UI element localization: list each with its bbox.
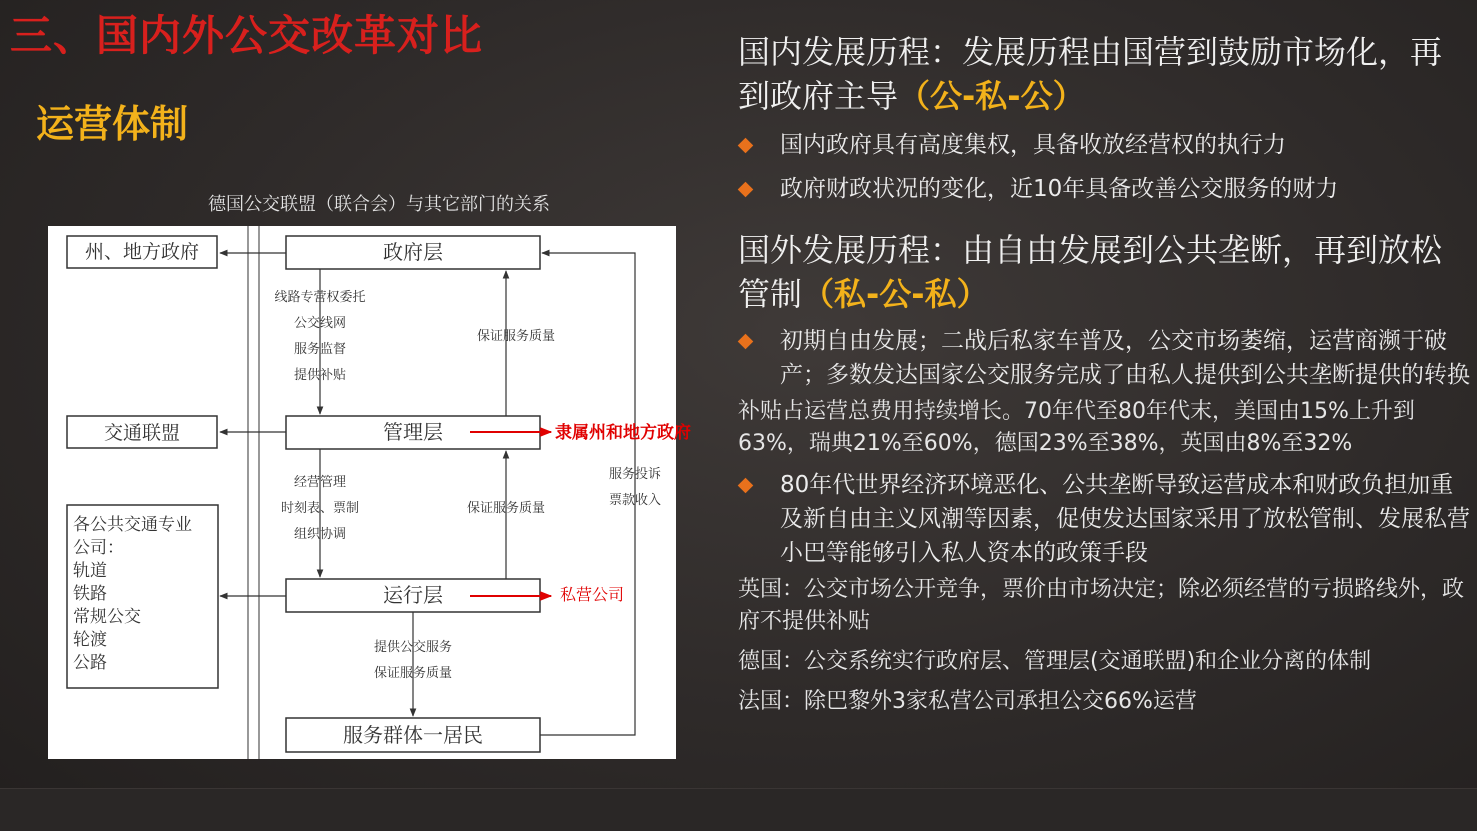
residents-label: 服务群体一居民 bbox=[343, 723, 483, 747]
domestic-heading bbox=[738, 30, 1473, 118]
operators-line-4: 铁路 bbox=[73, 584, 107, 604]
domestic-heading-text: 国内发展历程：发展历程由国营到鼓励市场化，再到政府主导 bbox=[738, 33, 1443, 115]
operators-line-1: 各公共交通专业 bbox=[73, 515, 192, 535]
down-label-1-4: 提供补贴 bbox=[293, 368, 347, 383]
domestic-bullet-1 bbox=[738, 128, 1473, 162]
diagram-canvas bbox=[48, 226, 691, 759]
down-label-3-1: 提供公交服务 bbox=[373, 640, 453, 655]
domestic-highlight: （公-私-公） bbox=[898, 77, 1085, 115]
subsidy-paragraph: 补贴占运营总费用持续增长。70年代至80年代末，美国由15%上升到63%，瑞典21%至60%，德国23%至38%，英国由8%至32% bbox=[738, 399, 1415, 456]
up-label-2: 保证服务质量 bbox=[466, 501, 546, 516]
diamond-bullet-icon bbox=[738, 182, 754, 198]
feedback-label-1: 服务投诉 bbox=[608, 467, 662, 482]
uk-paragraph: 英国：公交市场公开竞争，票价由市场决定；除必须经营的亏损路线外，政府不提供补贴 bbox=[738, 577, 1465, 634]
annotation-management: 隶属州和地方政府 bbox=[555, 423, 691, 443]
state-gov-label: 州、地方政府 bbox=[84, 241, 200, 263]
right-panel bbox=[738, 30, 1473, 726]
foreign-heading bbox=[738, 228, 1473, 316]
domestic-bullet-1-text: 国内政府具有高度集权，具备收放经营权的执行力 bbox=[780, 132, 1286, 158]
domestic-bullet-2-text: 政府财政状况的变化，近10年具备改善公交服务的财力 bbox=[780, 176, 1339, 202]
foreign-heading-text: 国外发展历程：由自由发展到公共垄断，再到放松管制 bbox=[738, 231, 1443, 313]
down-label-2-1: 经营管理 bbox=[293, 475, 347, 490]
operators-line-5: 常规公交 bbox=[73, 607, 141, 627]
foreign-bullets-2 bbox=[738, 468, 1473, 570]
annotation-operation: 私营公司 bbox=[560, 585, 625, 604]
foreign-bullet-2 bbox=[738, 468, 1473, 570]
section-title: 运营体制 bbox=[36, 102, 189, 146]
foreign-bullet-1-text: 初期自由发展；二战后私家车普及，公交市场萎缩，运营商濒于破产；多数发达国家公交服务完成了由私人提供到公共垄断提供的转换 bbox=[780, 328, 1470, 388]
up-label-1: 保证服务质量 bbox=[476, 329, 556, 344]
operators-line-2: 公司： bbox=[73, 538, 124, 558]
down-label-1-2: 公交线网 bbox=[293, 316, 347, 331]
down-label-1-3: 服务监督 bbox=[293, 342, 347, 357]
down-label-1-1: 线路专营权委托 bbox=[274, 290, 366, 305]
operation-layer-label: 运行层 bbox=[383, 583, 443, 607]
operators-line-6: 轮渡 bbox=[73, 630, 107, 650]
relationship-diagram bbox=[48, 226, 691, 759]
domestic-bullets bbox=[738, 128, 1473, 206]
foreign-highlight: （私-公-私） bbox=[802, 275, 989, 313]
bottom-band bbox=[0, 788, 1477, 831]
diagram-caption: 德国公交联盟（联合会）与其它部门的关系 bbox=[208, 194, 550, 215]
management-layer-label: 管理层 bbox=[383, 420, 443, 444]
diamond-bullet-icon bbox=[738, 138, 754, 154]
foreign-bullet-1 bbox=[738, 324, 1473, 392]
diamond-bullet-icon bbox=[738, 478, 754, 494]
operators-line-7: 公路 bbox=[73, 653, 107, 673]
feedback-label-2: 票款收入 bbox=[608, 493, 662, 508]
down-label-2-3: 组织协调 bbox=[293, 527, 347, 542]
france-paragraph: 法国：除巴黎外3家私营公司承担公交66%运营 bbox=[738, 689, 1197, 714]
operators-line-3: 轨道 bbox=[73, 561, 107, 581]
transit-alliance-label: 交通联盟 bbox=[103, 422, 181, 444]
diamond-bullet-icon bbox=[738, 334, 754, 350]
foreign-bullet-2-text: 80年代世界经济环境恶化、公共垄断导致运营成本和财政负担加重及新自由主义风潮等因素，促使发达国家采用了放松管制、发展私营小巴等能够引入私人资本的政策手段 bbox=[780, 472, 1470, 566]
germany-paragraph: 德国：公交系统实行政府层、管理层(交通联盟)和企业分离的体制 bbox=[738, 649, 1372, 674]
domestic-bullet-2 bbox=[738, 172, 1473, 206]
slide-title: 三、国内外公交改革对比 bbox=[10, 11, 484, 60]
foreign-bullets-1 bbox=[738, 324, 1473, 392]
down-label-2-2: 时刻表、票制 bbox=[280, 501, 360, 516]
government-layer-label: 政府层 bbox=[383, 240, 443, 264]
down-label-3-2: 保证服务质量 bbox=[373, 666, 453, 681]
